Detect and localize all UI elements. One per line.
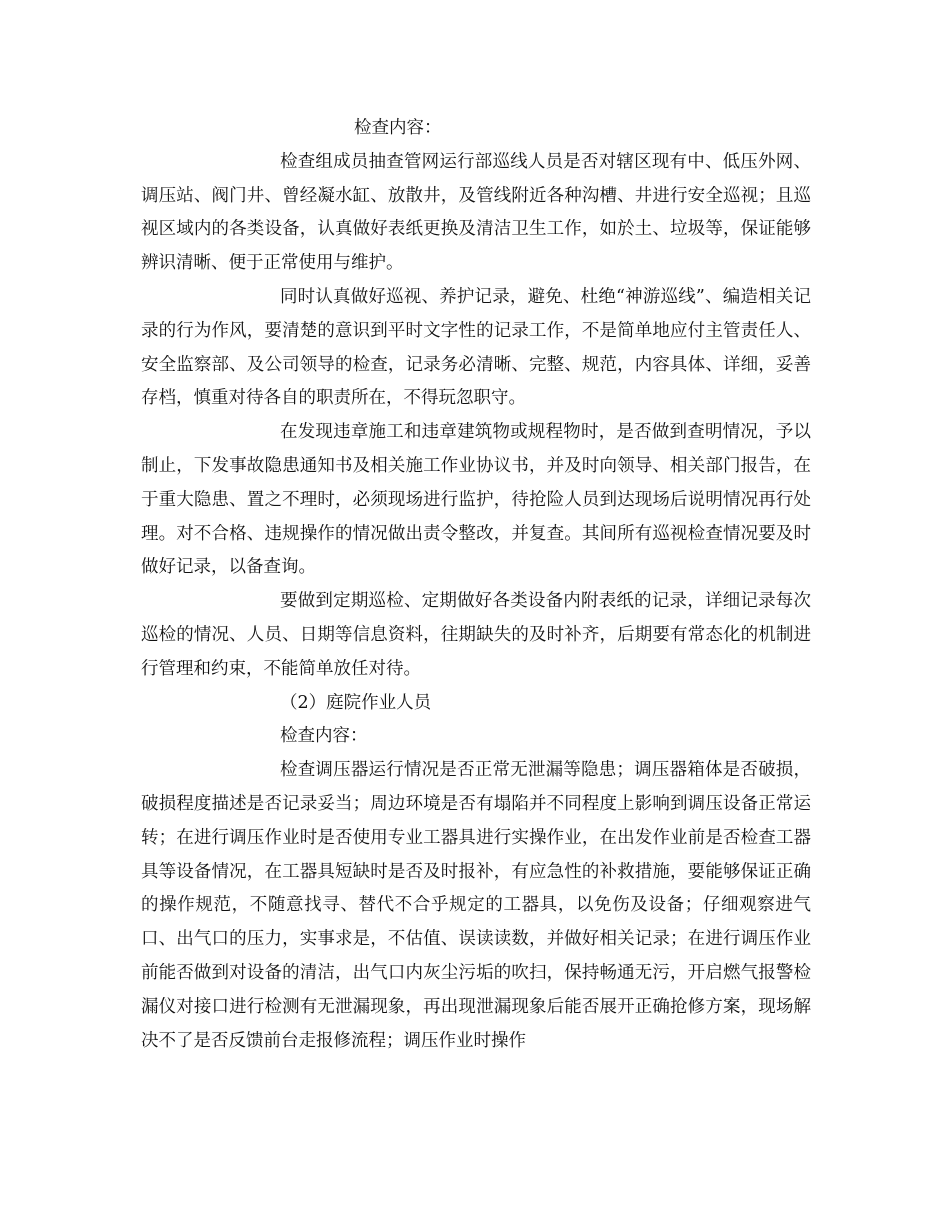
section-heading-courtyard-workers: （2）庭院作业人员 [280, 692, 432, 713]
document-body [141, 112, 811, 1058]
paragraph-periodic-inspection: 要做到定期巡检、定期做好各类设备内附表纸的记录，详细记录每次巡检的情况、人员、日期等信息资料，往期缺失的及时补齐，后期要有常态化的机制进行管理和约束，不能简单放任对待。 [141, 591, 811, 679]
check-content-heading-2: 检查内容： [280, 726, 368, 747]
paragraph-regulator-inspection: 检查调压器运行情况是否正常无泄漏等隐患；调压器箱体是否破损，破损程度描述是否记录妥当；周边环境是否有塌陷并不同程度上影响到调压设备正常运转；在进行调压作业时是否使用专业工器具进行实操作业，在出发作业前是否检查工器具等设备情况，在工器具短缺时是否及时报补，有应急性的补救措施，要能够保证正确的操作规范，不随意找寻、替代不合乎规定的工器具，以免伤及设备；仔细观察进气口、出气口的压力，实事求是，不估值、误读读数，并做好相关记录；在进行调压作业前能否做到对设备的清洁，出气口内灰尘污垢的吹扫，保持畅通无污，开启燃气报警检漏仪对接口进行检测有无泄漏现象，再出现泄漏现象后能否展开正确抢修方案，现场解决不了是否反馈前台走报修流程；调压作业时操作 [141, 760, 811, 1051]
paragraph-records-maintenance: 同时认真做好巡视、养护记录，避免、杜绝“神游巡线”、编造相关记录的行为作风，要清楚的意识到平时文字性的记录工作，不是简单地应付主管责任人、安全监察部、及公司领导的检查，记录务必清晰、完整、规范，内容具体、详细，妥善存档，慎重对待各自的职责所在，不得玩忽职守。 [141, 286, 811, 409]
paragraph-illegal-construction: 在发现违章施工和违章建筑物或规程物时，是否做到查明情况，予以制止，下发事故隐患通知书及相关施工作业协议书，并及时向领导、相关部门报告，在于重大隐患、置之不理时，必须现场进行监护，待抢险人员到达现场后说明情况再行处理。对不合格、违规操作的情况做出责令整改，并复查。其间所有巡视检查情况要及时做好记录，以备查询。 [141, 422, 811, 578]
check-content-heading: 检查内容： [354, 118, 442, 138]
paragraph-line-patrol-inspection: 检查组成员抽查管网运行部巡线人员是否对辖区现有中、低压外网、调压站、阀门井、曾经凝水缸、放散井，及管线附近各种沟槽、井进行安全巡视；且巡视区域内的各类设备，认真做好表纸更换及清洁卫生工作，如於土、垃圾等，保证能够辨识清晰、便于正常使用与维护。 [141, 151, 811, 274]
